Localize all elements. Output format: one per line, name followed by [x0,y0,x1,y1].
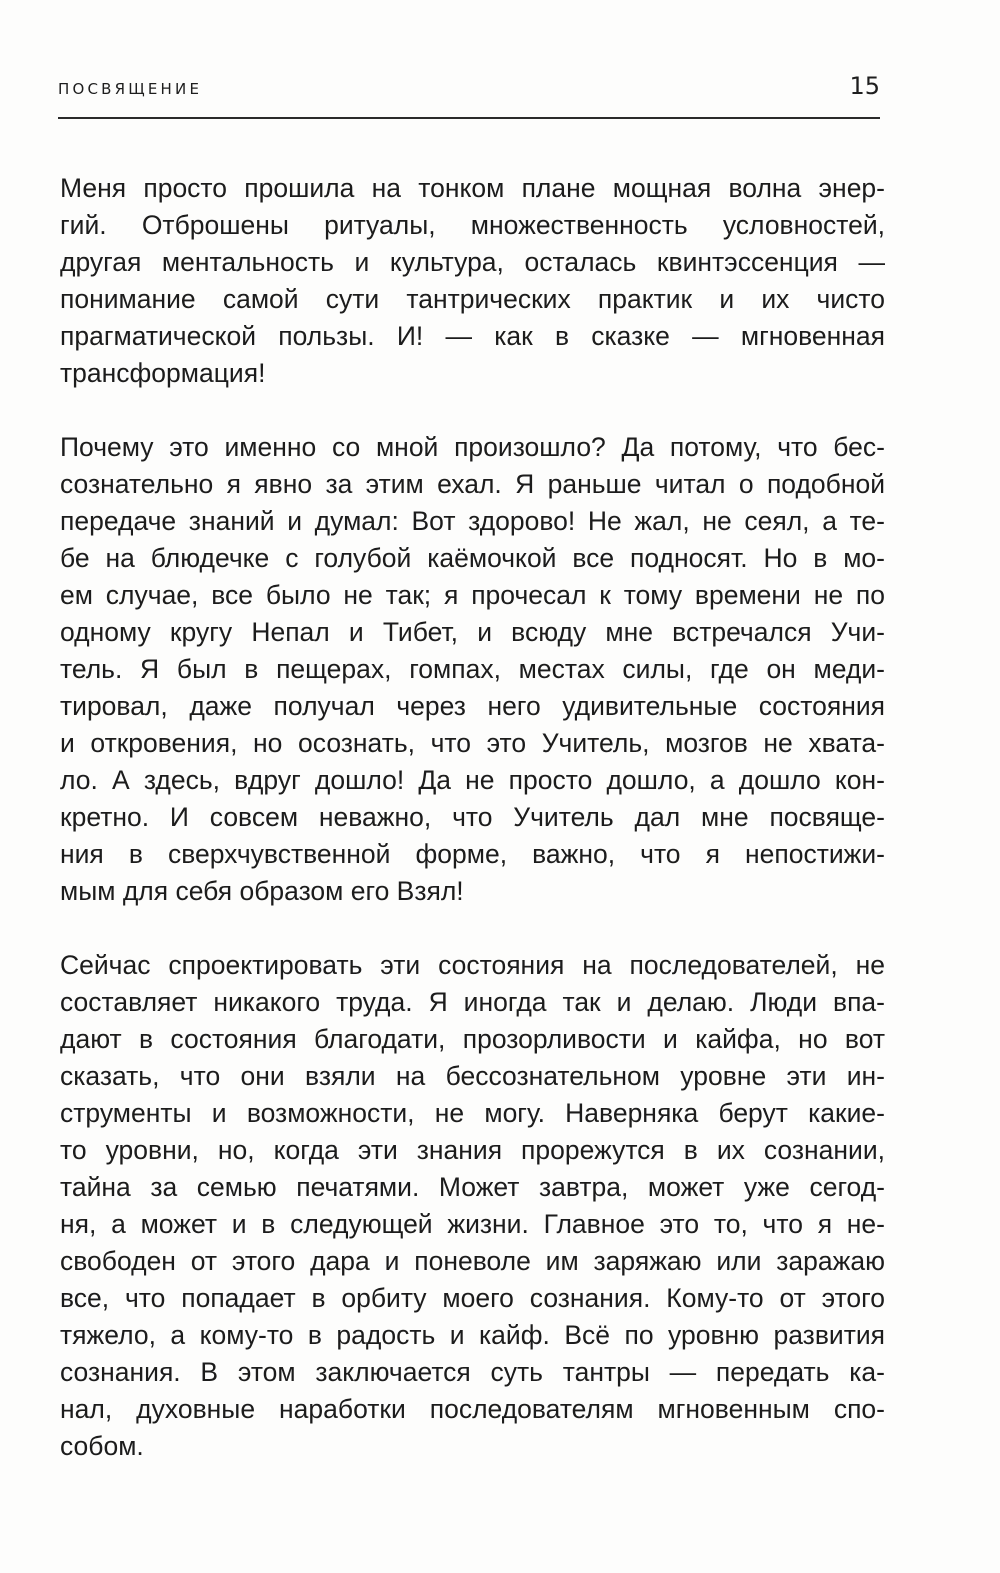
text-line: сознательно я явно за этим ехал. Я раньше читал о подобной [60,469,885,499]
text-line: дают в состояния благодати, прозорливости и кайфа, но вот [60,1024,885,1054]
text-line: струменты и возможности, не могу. Наверняка берут какие- [60,1098,885,1128]
text-line: Сейчас спроектировать эти состояния на последователей, не [60,950,885,980]
body-text [60,170,885,1502]
text-line: гий. Отброшены ритуалы, множественность условностей, [60,210,885,240]
text-line: ло. А здесь, вдруг дошло! Да не просто дошло, а дошло кон- [60,765,885,795]
page-number: 15 [849,72,880,100]
text-line: тайна за семью печатями. Может завтра, может уже сегод- [60,1172,885,1202]
text-line: ем случае, все было не так; я прочесал к тому времени не по [60,580,885,610]
text-line: тель. Я был в пещерах, гомпах, местах силы, где он меди- [60,654,885,684]
text-line: составляет никакого труда. Я иногда так и делаю. Люди впа- [60,987,885,1017]
text-line: то уровни, но, когда эти знания прорежутся в их сознании, [60,1135,885,1165]
text-line: собом. [60,1431,144,1461]
text-line: сознания. В этом заключается суть тантры — передать ка- [60,1357,885,1387]
paragraph-1 [60,170,885,392]
text-line: передаче знаний и думал: Вот здорово! Не жал, не сеял, а те- [60,506,885,536]
page-header [58,70,880,114]
paragraph-2 [60,429,885,910]
text-line: трансформация! [60,358,266,388]
text-line: сказать, что они взяли на бессознательном уровне эти ин- [60,1061,885,1091]
text-line: Меня просто прошила на тонком плане мощная волна энер- [60,173,885,203]
text-line: тяжело, а кому-то в радость и кайф. Всё по уровню развития [60,1320,885,1350]
text-line: мым для себя образом его Взял! [60,876,464,906]
text-line: Почему это именно со мной произошло? Да потому, что бес- [60,432,885,462]
text-line: ня, а может и в следующей жизни. Главное это то, что я не- [60,1209,885,1239]
header-rule [58,117,880,119]
text-line: свободен от этого дара и поневоле им заряжаю или заражаю [60,1246,885,1276]
text-line: ния в сверхчувственной форме, важно, что я непостижи- [60,839,885,869]
text-line: нал, духовные наработки последователям мгновенным спо- [60,1394,885,1424]
text-line: тировал, даже получал через него удивительные состояния [60,691,885,721]
text-line: кретно. И совсем неважно, что Учитель дал мне посвяще- [60,802,885,832]
text-line: прагматической пользы. И! — как в сказке — мгновенная [60,321,885,351]
text-line: одному кругу Непал и Тибет, и всюду мне встречался Учи- [60,617,885,647]
paragraph-3 [60,947,885,1465]
text-line: понимание самой сути тантрических практик и их чисто [60,284,885,314]
text-line: другая ментальность и культура, осталась квинтэссенция — [60,247,885,277]
text-line: и откровения, но осознать, что это Учитель, мозгов не хвата- [60,728,885,758]
text-line: бе на блюдечке с голубой каёмочкой все подносят. Но в мо- [60,543,885,573]
running-title: ПОСВЯЩЕНИЕ [58,80,203,98]
text-line: все, что попадает в орбиту моего сознания. Кому-то от этого [60,1283,885,1313]
